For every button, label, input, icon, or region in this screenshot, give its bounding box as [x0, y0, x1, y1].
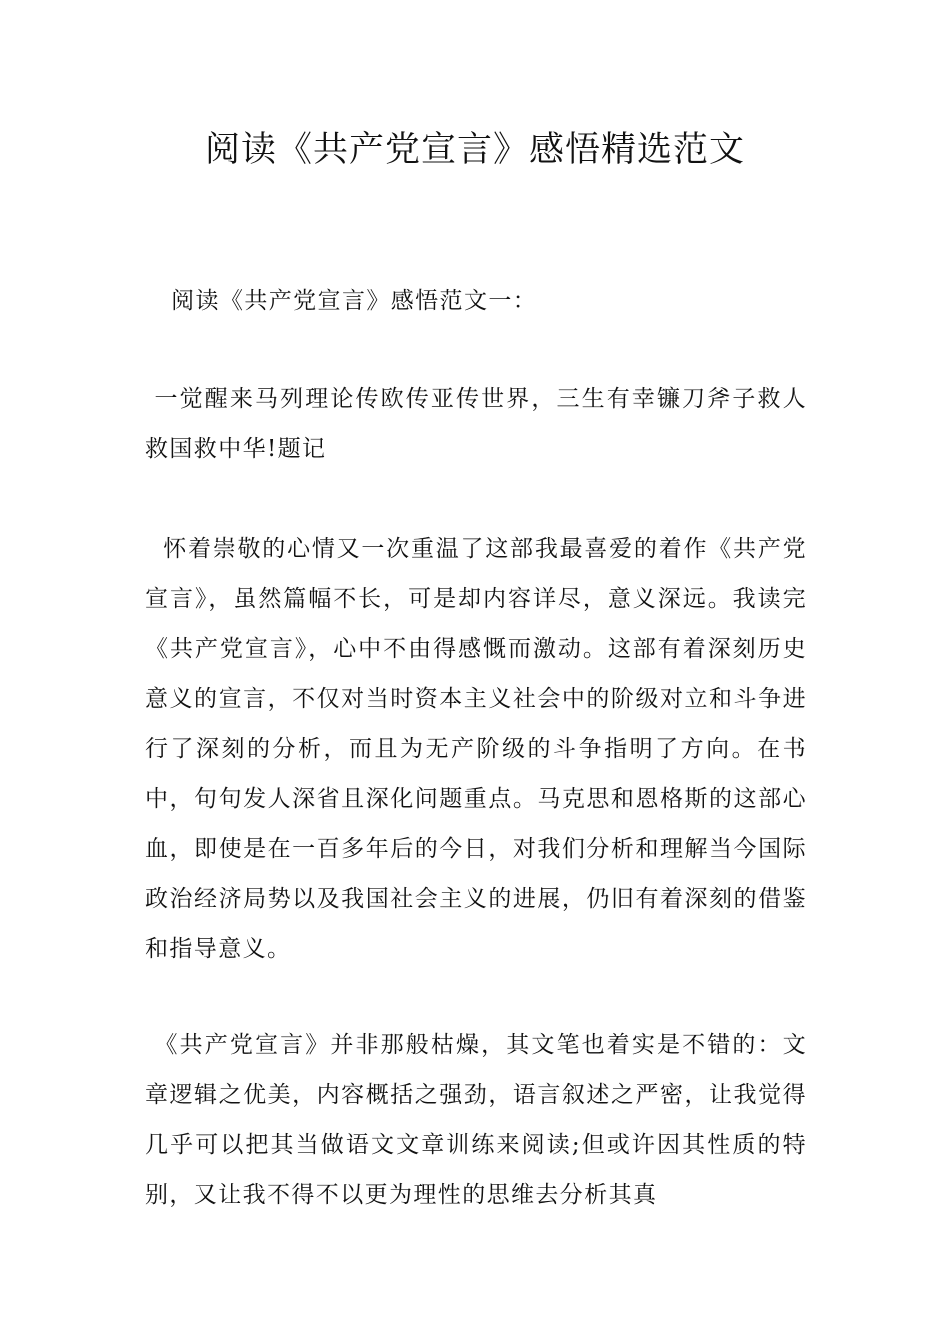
- body-paragraph-1: 怀着崇敬的心情又一次重温了这部我最喜爱的着作《共产党宣言》，虽然篇幅不长，可是却内容详尽，意义深远。我读完《共产党宣言》，心中不由得感慨而激动。这部有着深刻历史意义的宣言，不仅对当时资本主义社会中的阶级对立和斗争进行了深刻的分析，而且为无产阶级的斗争指明了方向。在书中，句句发人深省且深化问题重点。马克思和恩格斯的这部心血，即使是在一百多年后的今日，对我们分析和理解当今国际政治经济局势以及我国社会主义的进展，仍旧有着深刻的借鉴和指导意义。: [145, 536, 807, 962]
- document-title: 阅读《共产党宣言》感悟精选范文: [204, 130, 745, 170]
- body-paragraph-2: 《共产党宣言》并非那般枯燥，其文笔也着实是不错的：文章逻辑之优美，内容概括之强劲，语言叙述之严密，让我觉得几乎可以把其当做语文文章训练来阅读;但或许因其性质的特别，又让我不得不以更为理性的思维去分析其真: [145, 1032, 807, 1208]
- epigraph-paragraph: 一觉醒来马列理论传欧传亚传世界，三生有幸镰刀斧子救人救国救中华!题记: [145, 386, 807, 462]
- section-heading: 阅读《共产党宣言》感悟范文一：: [145, 288, 538, 314]
